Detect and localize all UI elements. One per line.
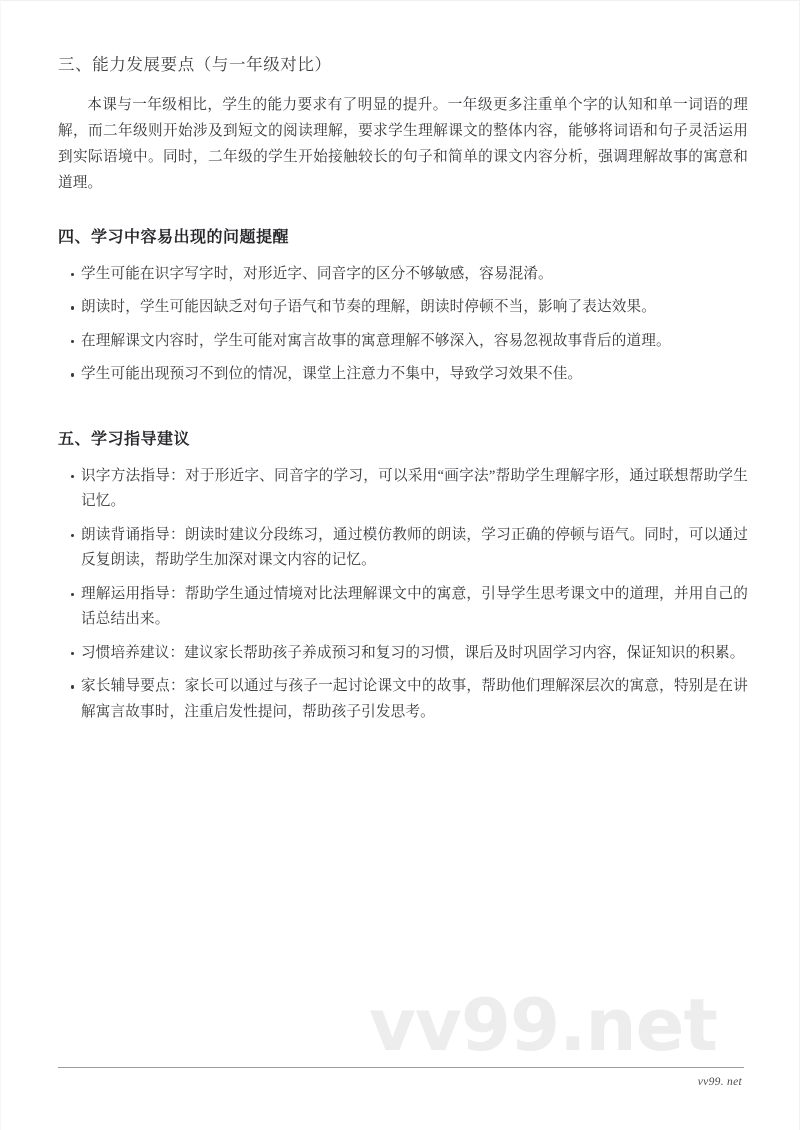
spacer-after-section-3 — [58, 196, 748, 226]
list-item: 习惯培养建议：建议家长帮助孩子养成预习和复习的习惯，课后及时巩固学习内容，保证知识的积累。 — [58, 641, 748, 667]
list-item: 学生可能在识字写字时，对形近字、同音字的区分不够敏感，容易混淆。 — [58, 262, 748, 288]
section-heading-5: 五、学习指导建议 — [58, 430, 191, 448]
list-item: 家长辅导要点：家长可以通过与孩子一起讨论课文中的故事，帮助他们理解深层次的寓意，特别是在讲解寓言故事时，注重启发性提问，帮助孩子引发思考。 — [58, 674, 748, 725]
list-item: 理解运用指导：帮助学生通过情境对比法理解课文中的寓意，引导学生思考课文中的道理，并用自己的话总结出来。 — [58, 582, 748, 633]
spacer-after-section-4 — [58, 396, 748, 428]
section-heading-3: 三、能力发展要点（与一年级对比） — [58, 55, 332, 74]
list-item: 朗读背诵指导：朗读时建议分段练习，通过模仿教师的朗读，学习正确的停顿与语气。同时，可以通过反复朗读，帮助学生加深对课文内容的记忆。 — [58, 523, 748, 574]
list-item: 朗读时，学生可能因缺乏对句子语气和节奏的理解，朗读时停顿不当，影响了表达效果。 — [58, 295, 748, 321]
document-content — [58, 53, 748, 733]
page-watermark: vv99.net — [369, 983, 717, 1067]
study-guidance-list — [58, 464, 748, 726]
section-paragraph-3: 本课与一年级相比，学生的能力要求有了明显的提升。一年级更多注重单个字的认知和单一词语的理解，而二年级则开始涉及到短文的阅读理解，要求学生理解课文的整体内容，能够将词语和句子灵活运用到实际语境中。同时，二年级的学生开始接触较长的句子和简单的课文内容分析，强调理解故事的寓意和道理。 — [58, 96, 748, 191]
footer-divider — [58, 1067, 744, 1068]
footer-site-label: vv99. net — [697, 1076, 742, 1088]
section-heading-4: 四、学习中容易出现的问题提醒 — [58, 228, 290, 246]
list-item: 识字方法指导：对于形近字、同音字的学习，可以采用“画字法”帮助学生理解字形，通过联想帮助学生记忆。 — [58, 464, 748, 515]
problem-reminder-list — [58, 262, 748, 388]
list-item: 学生可能出现预习不到位的情况，课堂上注意力不集中，导致学习效果不佳。 — [58, 362, 748, 388]
list-item: 在理解课文内容时，学生可能对寓言故事的寓意理解不够深入，容易忽视故事背后的道理。 — [58, 329, 748, 355]
